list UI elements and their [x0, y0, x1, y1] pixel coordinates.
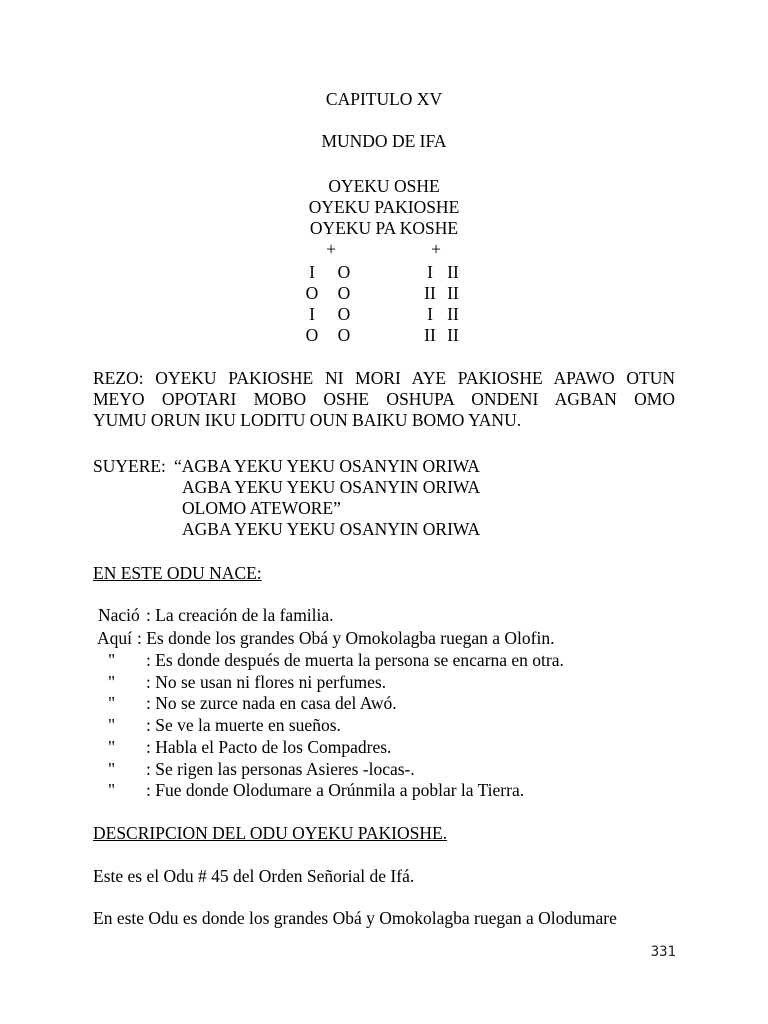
nace-item-label: " [108, 759, 116, 779]
sign-right-4b: II [447, 325, 459, 345]
nace-item-label: " [108, 780, 116, 800]
rezo-line-1: REZO: OYEKU PAKIOSHE NI MORI AYE PAKIOSHE APAWO OTUN [93, 368, 675, 388]
odu-name-1: OYEKU OSHE [328, 176, 440, 196]
sign-left-3b: O [337, 304, 351, 324]
rezo-line-2: MEYO OPOTARI MOBO OSHE OSHUPA ONDENI AGBAN OMO [93, 389, 675, 409]
rezo-line-3: YUMU ORUN IKU LODITU OUN BAIKU BOMO YANU. [93, 410, 522, 430]
sign-left-4b: O [337, 325, 351, 345]
descripcion-heading: DESCRIPCION DEL ODU OYEKU PAKIOSHE. [93, 823, 448, 843]
sign-left-2a: O [305, 283, 319, 303]
plus-left: + [326, 239, 336, 259]
sign-right-2a: II [424, 283, 436, 303]
plus-right: + [431, 239, 441, 259]
nace-item-label: " [108, 672, 116, 692]
suyere-line-4: AGBA YEKU YEKU OSANYIN ORIWA [182, 519, 481, 539]
nace-item-label: " [108, 693, 116, 713]
descripcion-paragraph-1: Este es el Odu # 45 del Orden Señorial de Ifá. [93, 866, 415, 886]
suyere-line-3: OLOMO ATEWORE” [182, 498, 341, 518]
nace-item-text: : Es donde los grandes Obá y Omokolagba ruegan a Olofin. [137, 628, 555, 648]
sign-right-3b: II [447, 304, 459, 324]
suyere-label: SUYERE: [93, 456, 166, 476]
sign-right-2b: II [447, 283, 459, 303]
sign-left-2b: O [337, 283, 351, 303]
nace-item-label: " [108, 650, 116, 670]
odu-name-3: OYEKU PA KOSHE [309, 218, 459, 238]
sign-left-4a: O [305, 325, 319, 345]
nace-item-label: " [108, 737, 116, 757]
suyere-line-1: “AGBA YEKU YEKU OSANYIN ORIWA [174, 456, 480, 476]
sign-right-1b: II [447, 262, 459, 282]
sign-left-1b: O [337, 262, 351, 282]
nace-item-text: : La creación de la familia. [146, 605, 334, 625]
nace-item-label: Aquí [97, 628, 132, 648]
nace-item-text: : Fue donde Olodumare a Orúnmila a poblar la Tierra. [146, 780, 525, 800]
sign-right-4a: II [424, 325, 436, 345]
nace-item-label: Nació [98, 605, 140, 625]
suyere-line-2: AGBA YEKU YEKU OSANYIN ORIWA [182, 477, 481, 497]
page-number: 331 [650, 944, 676, 960]
sign-right-1a: I [427, 262, 433, 282]
nace-item-label: " [108, 715, 116, 735]
sign-left-1a: I [309, 262, 315, 282]
section-title: MUNDO DE IFA [321, 131, 447, 151]
nace-item-text: : No se usan ni flores ni perfumes. [146, 672, 387, 692]
nace-item-text: : Es donde después de muerta la persona se encarna en otra. [146, 650, 564, 670]
sign-right-3a: I [427, 304, 433, 324]
descripcion-paragraph-2: En este Odu es donde los grandes Obá y Omokolagba ruegan a Olodumare [93, 908, 617, 928]
nace-item-text: : No se zurce nada en casa del Awó. [146, 693, 397, 713]
nace-item-text: : Habla el Pacto de los Compadres. [146, 737, 392, 757]
sign-left-3a: I [309, 304, 315, 324]
nace-item-text: : Se rigen las personas Asieres -locas-. [146, 759, 415, 779]
odu-name-2: OYEKU PAKIOSHE [308, 197, 460, 217]
nace-item-text: : Se ve la muerte en sueños. [146, 715, 341, 735]
chapter-title: CAPITULO XV [325, 89, 443, 109]
nace-heading: EN ESTE ODU NACE: [93, 563, 262, 583]
rezo-paragraph [93, 368, 675, 431]
